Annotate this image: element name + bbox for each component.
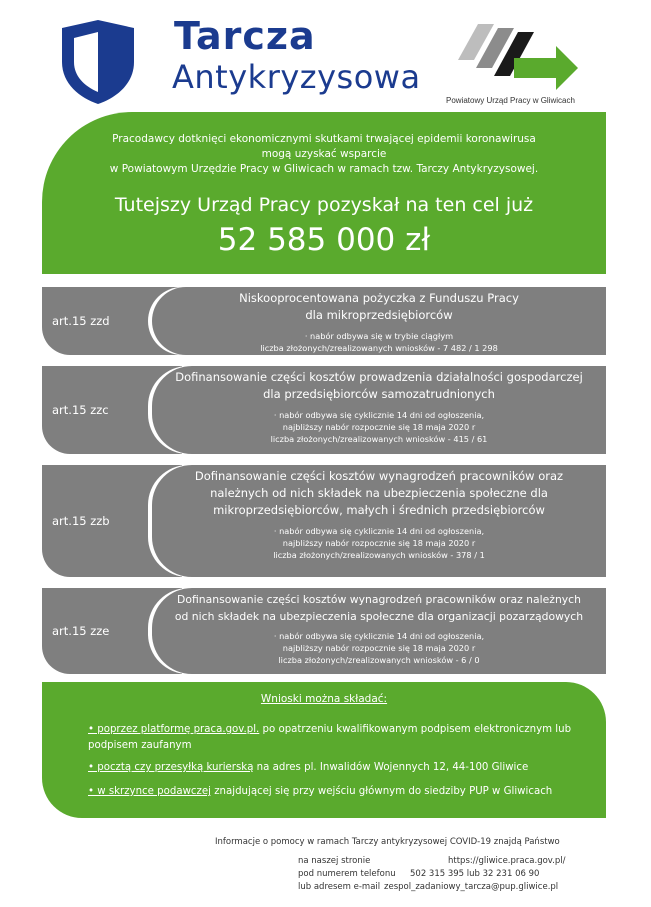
support-title-line: od nich składek na ubezpieczenia społeczne dla organizacji pozarządowych — [174, 610, 584, 623]
hero-intro-line: w Powiatowym Urzędzie Pracy w Gliwicach w ramach tzw. Tarczy Antykryzysowej. — [109, 163, 539, 175]
article-label: art.15 zze — [52, 624, 110, 638]
footer-email[interactable]: zespol_zadaniowy_tarcza@pup.gliwice.pl — [384, 882, 559, 892]
brand-title: Tarcza — [174, 14, 316, 58]
footer-contact-label: na naszej stronie — [298, 856, 371, 866]
support-note-line: najbliższy nabór rozpocznie się 18 maja 2020 r — [282, 422, 476, 432]
support-title-line: dla mikroprzedsiębiorców — [305, 308, 453, 322]
support-note — [152, 330, 606, 354]
application-method-link[interactable]: • poprzez platformę praca.gov.pl. — [88, 724, 260, 735]
hero-amount: 52 585 000 zł — [217, 222, 431, 258]
footer-contact-label: lub adresem e-mail — [298, 882, 381, 892]
support-row — [42, 287, 606, 355]
support-description — [152, 465, 606, 577]
support-title-line: Dofinansowanie części kosztów prowadzenia działalności gospodarczej — [175, 370, 583, 384]
brand-subtitle: Antykryzysowa — [172, 58, 421, 96]
application-panel — [42, 682, 606, 818]
application-method-text: znajdującej się przy wejściu głównym do siedziby PUP w Gliwicach — [210, 786, 553, 797]
header — [0, 0, 651, 112]
footer-website[interactable]: https://gliwice.praca.gov.pl/ — [448, 856, 566, 866]
application-method-link[interactable]: • w skrzynce podawczej — [88, 786, 211, 797]
support-description — [152, 287, 606, 355]
application-method-item — [88, 784, 552, 800]
article-label: art.15 zzb — [52, 514, 110, 528]
support-title-line: mikroprzedsiębiorców, małych i średnich przedsiębiorców — [213, 503, 545, 517]
support-title — [152, 290, 606, 324]
support-note-line: liczba złożonych/zrealizowanych wniosków - 378 / 1 — [273, 550, 485, 560]
support-note — [152, 630, 606, 666]
support-note-line: · nabór odbywa się cyklicznie 14 dni od ogłoszenia, — [273, 410, 485, 420]
support-note — [152, 409, 606, 445]
support-note-line: · nabór odbywa się cyklicznie 14 dni od ogłoszenia, — [273, 631, 485, 641]
footer-heading: Informacje o pomocy w ramach Tarczy antykryzysowej COVID-19 znajdą Państwo — [215, 837, 560, 847]
hero-intro-line: Pracodawcy dotknięci ekonomicznymi skutkami trwającej epidemii koronawirusa — [112, 133, 536, 145]
footer-phone: 502 315 395 lub 32 231 06 90 — [410, 869, 540, 879]
support-title-line: należnych od nich składek na ubezpieczenia społeczne dla — [210, 486, 548, 500]
support-row — [42, 465, 606, 577]
application-method-link[interactable]: • pocztą czy przesyłką kurierską — [88, 762, 254, 773]
support-note-line: najbliższy nabór rozpocznie się 18 maja 2020 r — [282, 643, 476, 653]
application-method-item — [88, 722, 571, 754]
support-title — [152, 369, 606, 403]
support-row — [42, 366, 606, 454]
shield-logo-icon — [56, 18, 140, 106]
hero-banner — [42, 112, 606, 274]
support-note-line: liczba złożonych/zrealizowanych wniosków - 415 / 61 — [270, 434, 488, 444]
footer-contact-line — [298, 882, 558, 892]
support-title-line: Niskooprocentowana pożyczka z Funduszu Pracy — [239, 291, 519, 305]
support-row — [42, 588, 606, 674]
office-label: Powiatowy Urząd Pracy w Gliwicach — [446, 96, 575, 105]
support-title — [152, 468, 606, 519]
application-method-text: na adres pl. Inwalidów Wojennych 12, 44-100 Gliwice — [253, 762, 529, 773]
footer-contact-line — [298, 856, 565, 866]
hero-intro — [42, 132, 606, 177]
support-note-line: najbliższy nabór rozpocznie się 18 maja 2020 r — [282, 538, 476, 548]
support-description — [152, 588, 606, 674]
support-title-line: dla przedsiębiorców samozatrudnionych — [263, 387, 495, 401]
support-title — [152, 591, 606, 625]
hero-intro-line: mogą uzyskać wsparcie — [261, 148, 387, 160]
application-method-text: podpisem zaufanym — [88, 740, 192, 751]
footer-contact-label: pod numerem telefonu — [298, 869, 396, 879]
support-note-line: · nabór odbywa się w trybie ciągłym — [304, 331, 454, 341]
article-label: art.15 zzc — [52, 403, 109, 417]
pup-logo-icon — [456, 16, 580, 90]
support-note — [152, 525, 606, 561]
support-note-line: · nabór odbywa się cyklicznie 14 dni od ogłoszenia, — [273, 526, 485, 536]
application-method-item — [88, 760, 528, 776]
support-note-line: liczba złożonych/zrealizowanych wniosków - 7 482 / 1 298 — [260, 343, 498, 353]
support-description — [152, 366, 606, 454]
support-title-line: Dofinansowanie części kosztów wynagrodzeń pracowników oraz należnych — [177, 593, 581, 606]
support-title-line: Dofinansowanie części kosztów wynagrodzeń pracowników oraz — [194, 469, 564, 483]
hero-headline: Tutejszy Urząd Pracy pozyskał na ten cel już — [114, 194, 534, 216]
application-method-text: po opatrzeniu kwalifikowanym podpisem elektronicznym lub — [259, 724, 572, 735]
support-note-line: liczba złożonych/zrealizowanych wniosków - 6 / 0 — [278, 655, 480, 665]
application-heading: Wnioski można składać: — [260, 693, 388, 705]
footer-contact-line — [298, 869, 539, 879]
article-label: art.15 zzd — [52, 314, 110, 328]
